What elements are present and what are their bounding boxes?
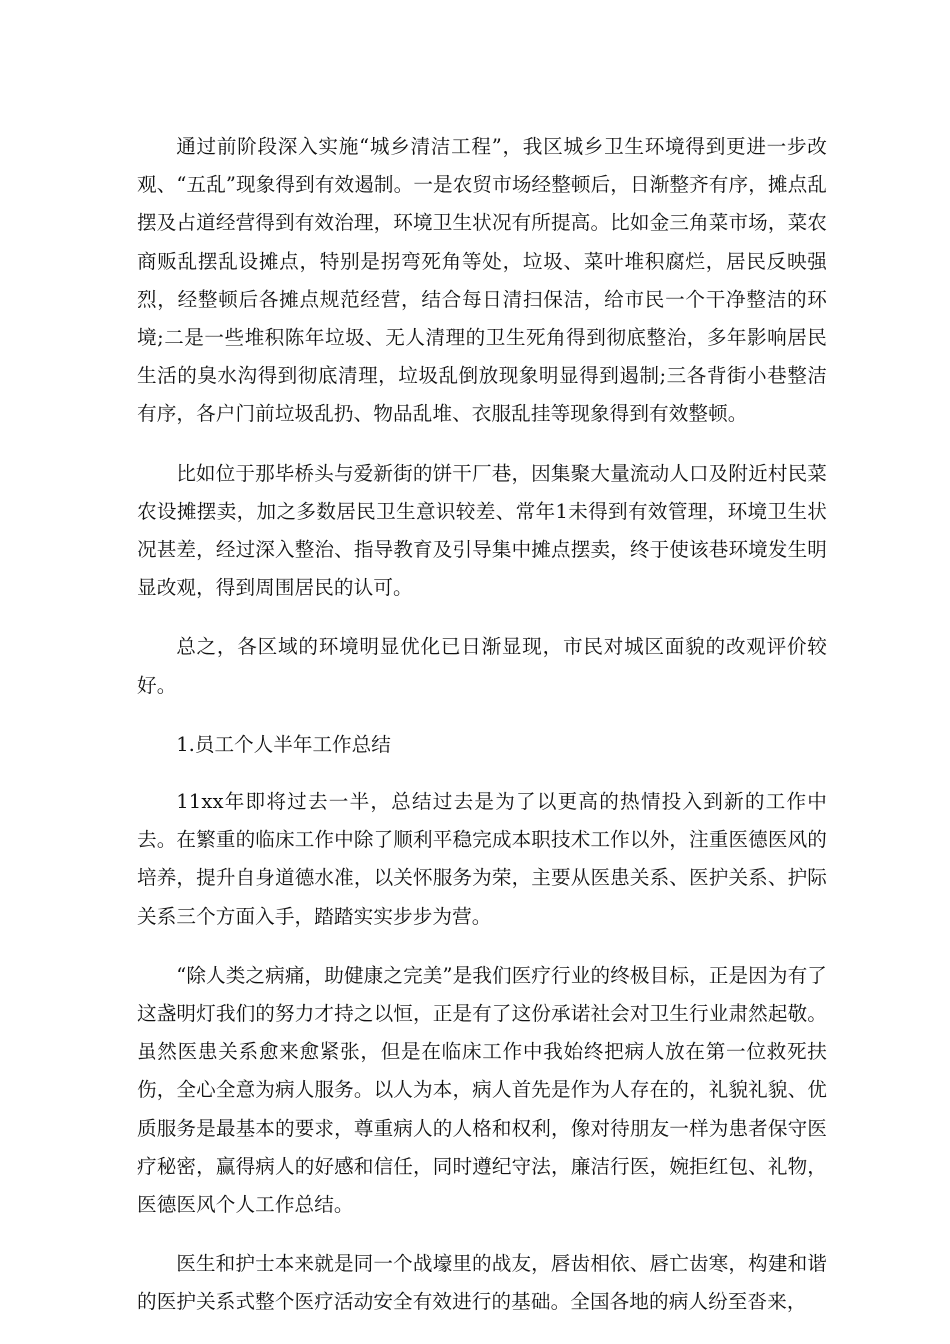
document-body bbox=[137, 128, 827, 1343]
paragraph-medical-ethics: “除人类之病痛，助健康之完美”是我们医疗行业的终极目标，正是因为有了这盏明灯我们的努力才持之以恒，正是有了这份承诺社会对卫生行业肃然起敬。虽然医患关系愈来愈紧张，但是在临床工作中我始终把病人放在第一位救死扶伤，全心全意为病人服务。以人为本，病人首先是作为人存在的，礼貌礼貌、优质服务是最基本的要求，尊重病人的人格和权利，像对待朋友一样为患者保守医疗秘密，赢得病人的好感和信任，同时遵纪守法，廉洁行医，婉拒红包、礼物，医德医风个人工作总结。 bbox=[137, 963, 827, 1217]
paragraph-summary: 总之，各区域的环境明显优化已日渐显现，市民对城区面貌的改观评价较好。 bbox=[137, 635, 827, 697]
section-heading: 1.员工个人半年工作总结 bbox=[176, 732, 391, 756]
paragraph-city-clean-project: 通过前阶段深入实施“城乡清洁工程”，我区城乡卫生环境得到更进一步改观、“五乱”现象得到有效遏制。一是农贸市场经整顿后，日渐整齐有序，摊点乱摆及占道经营得到有效治理，环境卫生状况有所提高。比如金三角菜市场，菜农商贩乱摆乱设摊点，特别是拐弯死角等处，垃圾、菜叶堆积腐烂，居民反映强烈，经整顿后各摊点规范经营，结合每日清扫保洁，给市民一个干净整洁的环境;二是一些堆积陈年垃圾、无人清理的卫生死角得到彻底整治，多年影响居民生活的臭水沟得到彻底清理，垃圾乱倒放现象明显得到遏制;三各背街小巷整洁有序，各户门前垃圾乱扔、物品乱堆、衣服乱挂等现象得到有效整顿。 bbox=[137, 135, 827, 426]
paragraph-biscuit-factory-lane: 比如位于那毕桥头与爱新街的饼干厂巷，因集聚大量流动人口及附近村民菜农设摊摆卖，加之多数居民卫生意识较差、常年1未得到有效管理，环境卫生状况甚差，经过深入整治、指导教育及引导集中摊点摆卖，终于使该巷环境发生明显改观，得到周围居民的认可。 bbox=[137, 461, 827, 600]
paragraph-half-year-intro: 11xx年即将过去一半，总结过去是为了以更高的热情投入到新的工作中去。在繁重的临床工作中除了顺利平稳完成本职技术工作以外，注重医德医风的培养，提升自身道德水准，以关怀服务为荣，主要从医患关系、医护关系、护际关系三个方面入手，踏踏实实步步为营。 bbox=[137, 790, 827, 928]
paragraph-doctor-nurse-relations: 医生和护士本来就是同一个战壕里的战友，唇齿相依、唇亡齿寒，构建和谐的医护关系式整个医疗活动安全有效进行的基础。全国各地的病人纷至沓来， bbox=[137, 1252, 827, 1314]
